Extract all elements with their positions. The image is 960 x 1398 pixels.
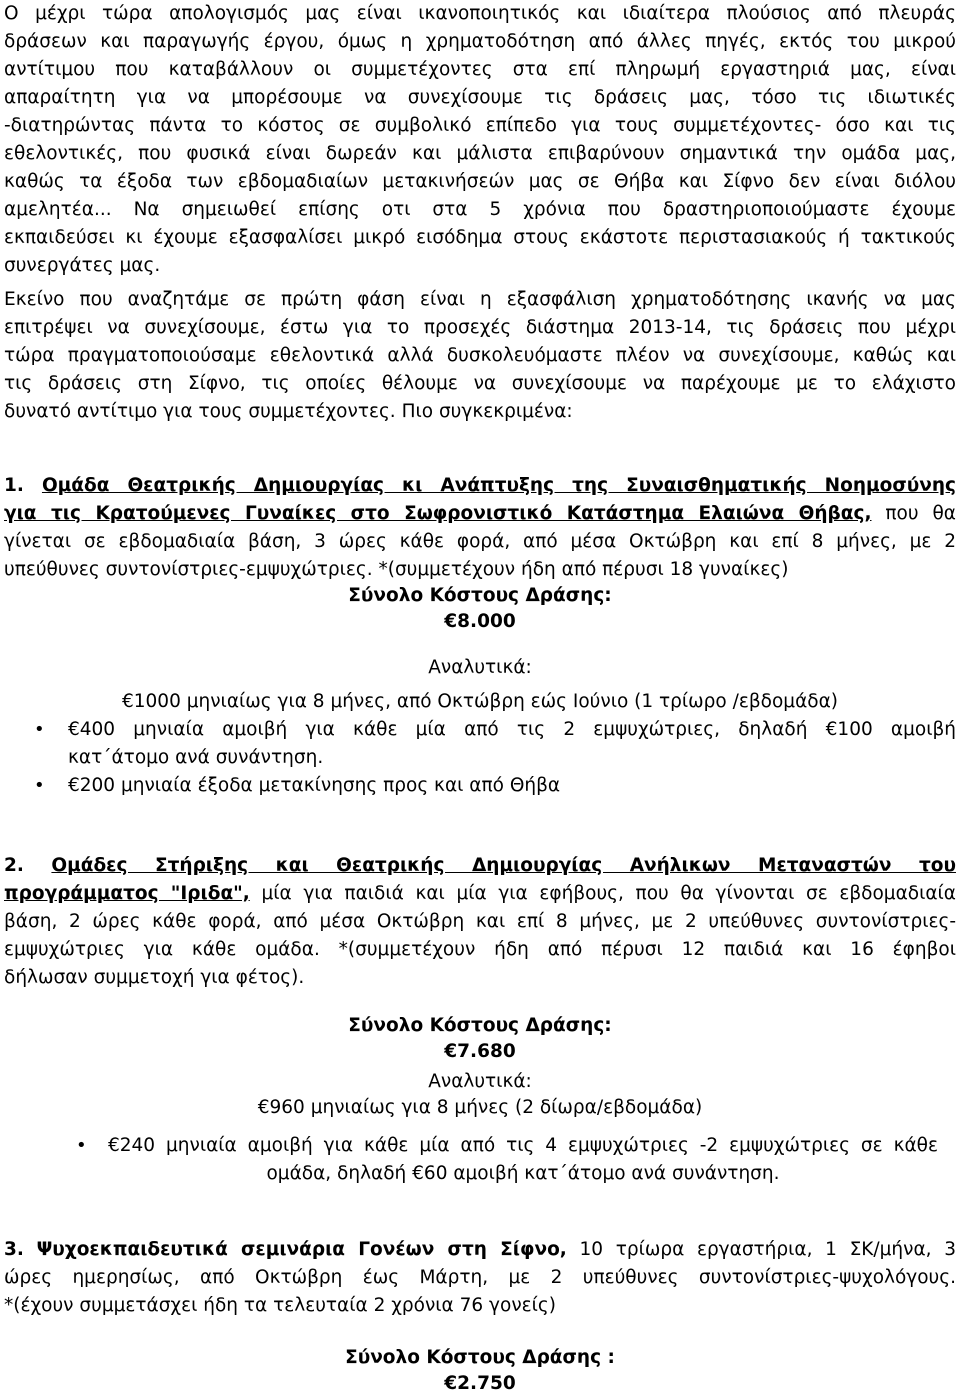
section1-body-line-1: γίνεται σε εβδομαδιαία βάση, 3 ώρες κάθε φορά, από μέσα Οκτώβρη και επί 8 μήνες, με 2 [4,531,956,552]
section3-total-value: €2.750 [444,1373,516,1394]
section3-title-rest: 10 τρίωρα εργαστήρια, 1 ΣΚ/μήνα, 3 [566,1239,956,1260]
para2-line-5: δυνατό αντίτιμο για τους συμμετέχοντες. Πιο συγκεκριμένα: [4,401,573,422]
section1-body-line-2: υπεύθυνες συντονίστριες-εμψυχώτριες. *(συμμετέχουν ήδη από πέρυσι 18 γυναίκες) [4,559,789,580]
section2-total-label: Σύνολο Κόστους Δράσης: [348,1015,612,1036]
section1-heading-line-2 [4,500,956,528]
section1-total-value: €8.000 [444,611,516,632]
intro-line-8: αμελητέα... Να σημειωθεί επίσης οτι στα 5 χρόνια που δραστηριοποιούμαστε έχουμε [4,199,956,220]
section3-body-line-2: *(έχουν συμμετάσχει ήδη τα τελευταία 2 χρόνια 76 γονείς) [4,1295,556,1316]
section3-number: 3. [4,1239,24,1260]
section2-title-rest: μία για παιδιά και μία για εφήβους, που θα γίνονται σε εβδομαδιαία [249,883,957,904]
section2-number: 2. [4,855,24,876]
section2-bullet-1-line-1: €240 μηνιαία αμοιβή για κάθε μία από τις 4 εμψυχώτριες -2 εμψυχώτριες σε κάθε [108,1135,938,1156]
section2-body-line-2: εμψυχώτριες για κάθε ομάδα. *(συμμετέχουν ήδη από πέρυσι 12 παιδιά και 16 έφηβοι [4,939,956,960]
para2-line-1: Εκείνο που αναζητάμε σε πρώτη φάση είναι η εξασφάλιση χρηματοδότησης ικανής να μας [4,289,956,310]
para2-line-3: τώρα πραγματοποιούσαμε εθελοντικά αλλά δυσκολευόμαστε πλέον να συνεχίσουμε, καθώς και [4,345,956,366]
section3-title: Ψυχοεκπαιδευτικά σεμινάρια Γονέων στη Σίφνο, [36,1239,567,1260]
intro-line-7: καθώς τα έξοδα των εβδομαδιαίων μετακινήσεών μας σε Θήβα και Σίφνο δεν είναι διόλου [4,171,956,192]
section1-title-rest: που θα [871,503,957,524]
intro-line-4: απαραίτητη για να μπορέσουμε να συνεχίσουμε τις δράσεις μας, τόσο τις ιδιωτικές [4,87,956,108]
bullet-icon: • [76,1135,87,1156]
bullet-icon: • [34,719,45,740]
intro-line-5: -διατηρώντας πάντα το κόστος σε συμβολικό επίπεδο για τους συμμετέχοντες- όσο και τις [4,115,956,136]
section2-title-line-1: Ομάδες Στήριξης και Θεατρικής Δημιουργίας Ανήλικων Μεταναστών του [51,855,956,876]
section1-bullet-1-line-2: κατ΄άτομο ανά συνάντηση. [68,747,324,768]
intro-line-9: εκπαιδεύσει κι έχουμε εξασφαλίσει μικρό εισόδημα στους εκάστοτε περιστασιακούς ή τακτικούς [4,227,956,248]
section2-total-value: €7.680 [444,1041,516,1062]
section1-title-line-2: για τις Κρατούμενες Γυναίκες στο Σωφρονιστικό Κατάστημα Ελαιώνα Θήβας, [4,503,872,524]
intro-line-3: αντίτιμου που καταβάλλουν οι συμμετέχοντες στα επί πληρωμή εργαστηριά μας, είναι [4,59,956,80]
section1-number: 1. [4,475,24,496]
section2-breakdown-label: Αναλυτικά: [428,1071,532,1092]
section3-body-line-1: ώρες ημερησίως, από Οκτώβρη έως Μάρτη, με 2 υπεύθυνες συντονίστριες-ψυχολόγους. [4,1267,956,1288]
section2-breakdown-main: €960 μηνιαίως για 8 μήνες (2 δίωρα/εβδομάδα) [257,1097,703,1118]
section2-body-line-3: δήλωσαν συμμετοχή για φέτος). [4,967,305,988]
section1-breakdown-label: Αναλυτικά: [428,657,532,678]
section3-heading-line-1 [4,1236,956,1264]
section2-heading-line-1 [4,852,956,880]
section1-bullet-1-line-1: €400 μηνιαία αμοιβή για κάθε μία από τις 2 εμψυχώτριες, δηλαδή €100 αμοιβή [68,719,956,740]
intro-line-2: δράσεων και παραγωγής έργου, όμως η χρηματοδότηση από άλλες πηγές, εκτός του μικρού [4,31,956,52]
section2-title-line-2: προγράμματος "Ιριδα", [4,883,250,904]
section3-total-label: Σύνολο Κόστους Δράσης : [345,1347,615,1368]
section1-heading-line-1 [4,472,956,500]
section2-bullet-1-line-2: ομάδα, δηλαδή €60 αμοιβή κατ΄άτομο ανά συνάντηση. [266,1163,780,1184]
intro-line-6: εθελοντικές, που φυσικά είναι δωρεάν και μάλιστα επιβαρύνουν σημαντικά την ομάδα μας, [4,143,956,164]
section1-bullet-2-line-1: €200 μηνιαία έξοδα μετακίνησης προς και από Θήβα [68,775,561,796]
section2-body-line-1: βάση, 2 ώρες κάθε φορά, από μέσα Οκτώβρη και επί 8 μήνες, με 2 υπεύθυνες συντονίστριες- [4,911,956,932]
section1-breakdown-main: €1000 μηνιαίως για 8 μήνες, από Οκτώβρη εώς Ιούνιο (1 τρίωρο /εβδομάδα) [122,691,838,712]
intro-line-1: Ο μέχρι τώρα απολογισμός μας είναι ικανοποιητικός και ιδιαίτερα πλούσιος από πλευράς [4,3,956,24]
bullet-icon: • [34,775,45,796]
intro-line-10: συνεργάτες μας. [4,255,161,276]
section1-title-line-1: Ομάδα Θεατρικής Δημιουργίας κι Ανάπτυξης της Συναισθηματικής Νοημοσύνης [41,475,956,496]
para2-line-2: επιτρέψει να συνεχίσουμε, έστω για το προσεχές διάστημα 2013-14, τις δράσεις που μέχρι [4,317,956,338]
para2-line-4: τις δράσεις στη Σίφνο, τις οποίες θέλουμε να συνεχίσουμε να παρέχουμε με το ελάχιστο [4,373,956,394]
section1-total-label: Σύνολο Κόστους Δράσης: [348,585,612,606]
section2-heading-line-2 [4,880,956,908]
